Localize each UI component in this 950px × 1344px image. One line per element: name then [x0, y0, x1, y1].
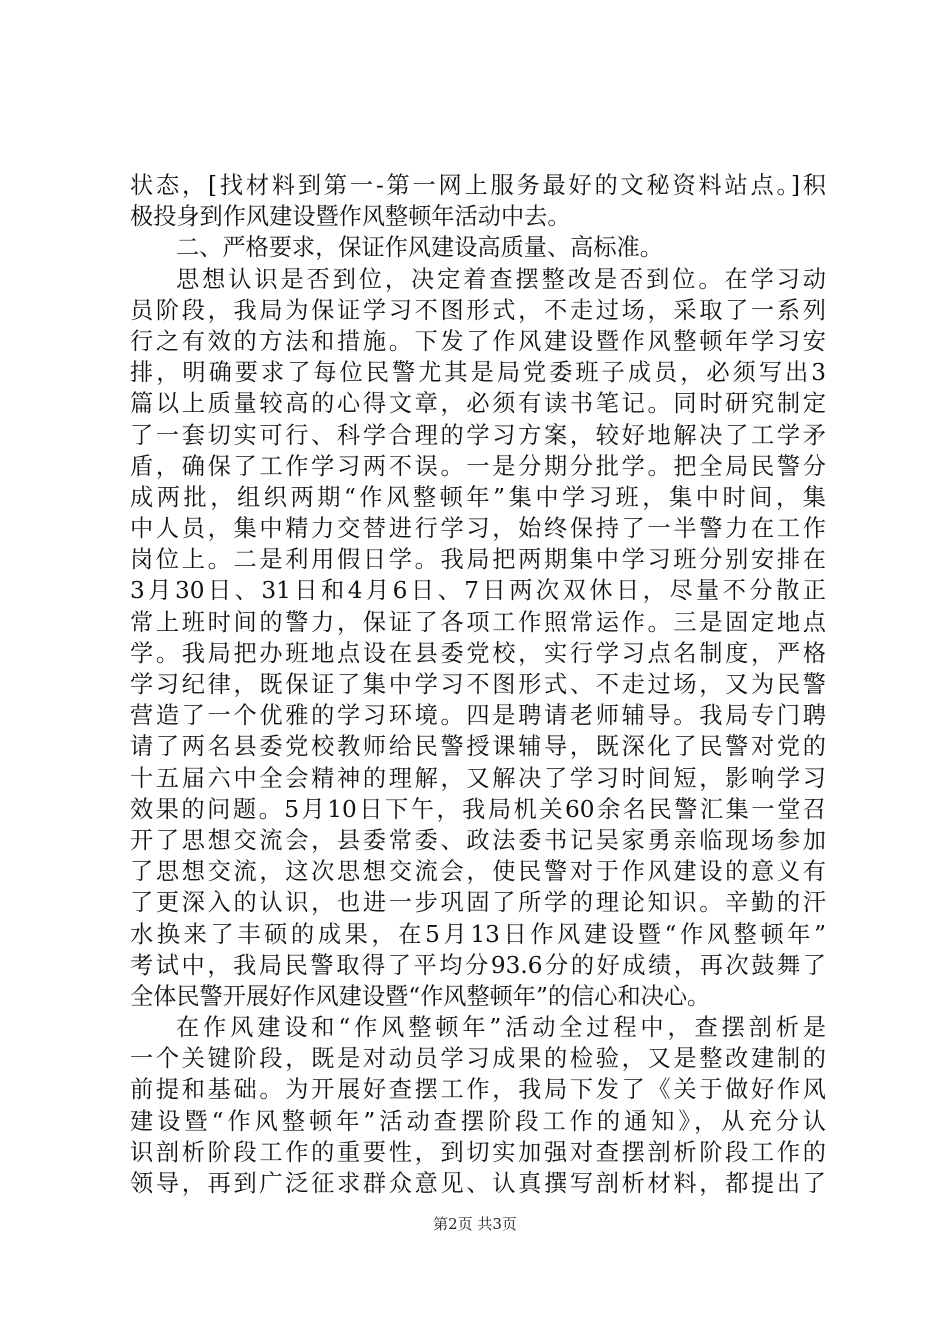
text-line: 十五届六中全会精神的理解，又解决了学习时间短，影响学习	[130, 764, 826, 792]
page-footer: 第2页 共3页	[433, 1215, 517, 1233]
text-line: 极投身到作风建设暨作风整顿年活动中去。	[130, 203, 571, 231]
text-line: 一个关键阶段，既是对动员学习成果的检验，又是整改建制的	[130, 1045, 826, 1073]
text-line: 盾，确保了工作学习两不误。一是分期分批学。把全局民警分	[130, 452, 826, 480]
text-line: 水换来了丰硕的成果，在5月13日作风建设暨“作风整顿年”	[130, 920, 826, 948]
text-line: 成两批，组织两期“作风整顿年”集中学习班，集中时间，集	[130, 483, 826, 511]
text-line: 建设暨“作风整顿年”活动查摆阶段工作的通知》，从充分认	[130, 1107, 826, 1135]
text-line: 篇以上质量较高的心得文章，必须有读书笔记。同时研究制定	[130, 390, 826, 418]
text-line: 前提和基础。为开展好查摆工作，我局下发了《关于做好作风	[130, 1076, 826, 1104]
text-line: 全体民警开展好作风建设暨“作风整顿年”的信心和决心。	[130, 982, 711, 1010]
text-line: 3月30日、31日和4月6日、7日两次双休日，尽量不分散正	[130, 577, 826, 605]
text-line: 营造了一个优雅的学习环境。四是聘请老师辅导。我局专门聘	[130, 702, 826, 730]
text-line: 二、严格要求，保证作风建设高质量、高标准。	[176, 234, 663, 262]
text-line: 领导，再到广泛征求群众意见、认真撰写剖析材料，都提出了	[130, 1170, 826, 1197]
text-line: 学习纪律，既保证了集中学习不图形式、不走过场，又为民警	[130, 671, 826, 698]
text-line: 了更深入的认识，也进一步巩固了所学的理论知识。辛勤的汗	[130, 889, 826, 917]
text-line: 开了思想交流会，县委常委、政法委书记吴家勇亲临现场参加	[130, 826, 826, 854]
text-line: 请了两名县委党校教师给民警授课辅导，既深化了民警对党的	[130, 733, 826, 761]
text-line: 了思想交流，这次思想交流会，使民警对于作风建设的意义有	[130, 858, 826, 886]
text-line: 学。我局把办班地点设在县委党校，实行学习点名制度，严格	[130, 639, 826, 667]
document-body	[130, 170, 826, 1199]
text-line: 员阶段，我局为保证学习不图形式，不走过场，采取了一系列	[130, 296, 826, 324]
text-line: 识剖析阶段工作的重要性，到切实加强对查摆剖析阶段工作的	[130, 1138, 826, 1166]
text-line: 行之有效的方法和措施。下发了作风建设暨作风整顿年学习安	[130, 327, 826, 355]
text-line: 在作风建设和“作风整顿年”活动全过程中，查摆剖析是	[176, 1014, 826, 1042]
text-line: 考试中，我局民警取得了平均分93.6分的好成绩，再次鼓舞了	[130, 951, 826, 979]
text-line: 状态，[找材料到第一-第一网上服务最好的文秘资料站点。]积	[130, 172, 826, 199]
text-line: 岗位上。二是利用假日学。我局把两期集中学习班分别安排在	[130, 546, 826, 574]
text-line: 了一套切实可行、科学合理的学习方案，较好地解决了工学矛	[130, 421, 826, 449]
text-line: 排，明确要求了每位民警尤其是局党委班子成员，必须写出3	[130, 359, 826, 387]
text-line: 思想认识是否到位，决定着查摆整改是否到位。在学习动	[176, 265, 826, 293]
text-line: 效果的问题。5月10日下午，我局机关60余名民警汇集一堂召	[130, 795, 826, 823]
text-line: 中人员，集中精力交替进行学习，始终保持了一半警力在工作	[130, 515, 826, 543]
text-line: 常上班时间的警力，保证了各项工作照常运作。三是固定地点	[130, 608, 826, 636]
